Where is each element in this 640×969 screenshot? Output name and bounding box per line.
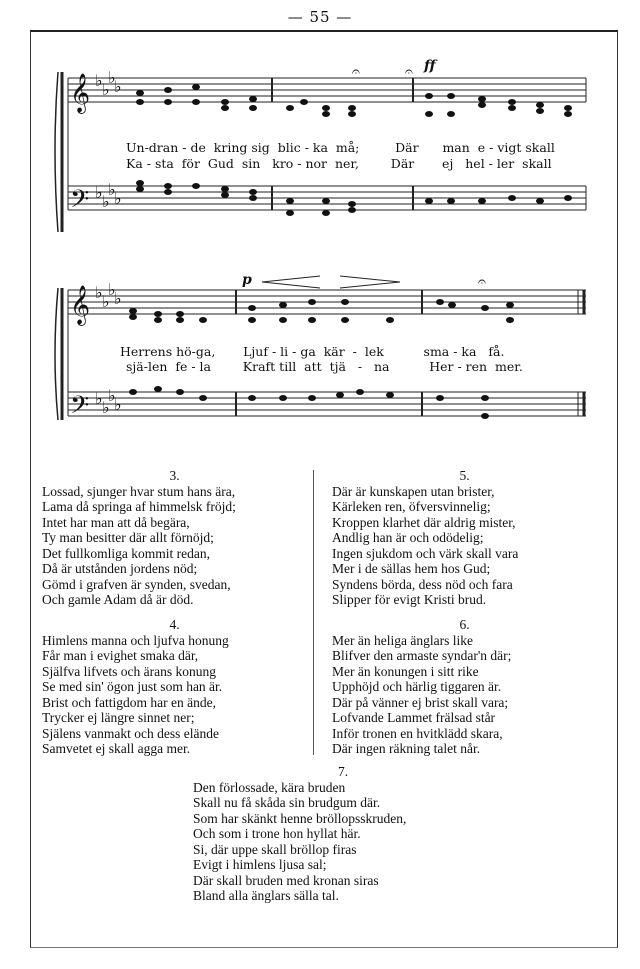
svg-text:♭: ♭: [108, 180, 116, 199]
verse-line: Skall nu få skåda sin brudgum där.: [193, 795, 381, 810]
verse-6: [332, 617, 597, 757]
verse-line: Lofvande Lammet frälsad står: [332, 710, 496, 725]
verse-line: Bland alla änglars sälla tal.: [193, 888, 339, 903]
svg-text:♭: ♭: [102, 192, 110, 211]
verse-line: Si, där uppe skall bröllop firas: [193, 841, 357, 857]
verse-line: Själfva lifvets och ärans konung: [42, 663, 216, 679]
verse-line: Brist och fattigdom har en ände,: [42, 694, 216, 710]
verse-number: 6.: [459, 617, 470, 632]
verse-line: Evigt i himlens ljusa sal;: [193, 857, 327, 872]
verse-line: Där på vänner ej brist skall vara;: [332, 694, 509, 710]
svg-text:♭: ♭: [114, 77, 122, 96]
verse-line: Ty man besitter där allt förnöjd;: [42, 530, 214, 545]
svg-text:𝄞: 𝄞: [70, 285, 91, 325]
verse-line: Ingen sjukdom och värk skall vara: [332, 545, 519, 561]
column-divider: [313, 470, 314, 755]
svg-text:𝄢: 𝄢: [70, 185, 90, 220]
verse-number: 5.: [459, 468, 470, 483]
svg-text:♭: ♭: [114, 395, 122, 414]
verse-line: Blifver den armaste syndar'n där;: [332, 648, 512, 663]
verse-5: [332, 468, 597, 608]
verse-line: Intet har man att då begära,: [42, 514, 190, 530]
page-number: — 55 —: [287, 8, 353, 26]
svg-text:p: p: [242, 272, 252, 288]
verse-number: 7.: [337, 764, 349, 779]
verse-7: [193, 764, 493, 904]
verse-line: Det fullkomliga kommit redan,: [42, 545, 210, 561]
svg-text:𝄐: 𝄐: [352, 64, 360, 80]
verse-line: Får man i evighet smaka där,: [42, 648, 199, 663]
svg-text:♭: ♭: [108, 386, 116, 405]
lyrics-system2-line1: Herrens hö-ga, Ljuf - li - ga kär - lek sma - ka få.: [120, 344, 505, 359]
verse-line: Syndens börda, dess nöd och fara: [332, 576, 513, 592]
verse-line: Som har skänkt henne bröllopsskruden,: [193, 810, 407, 826]
verse-line: Mer i de sällas hem hos Gud;: [332, 561, 491, 576]
svg-text:𝄐: 𝄐: [405, 64, 413, 80]
verse-line: Himlens manna och ljufva honung: [42, 632, 229, 648]
verse-line: Upphöjd och härlig tiggaren är.: [332, 679, 502, 694]
verse-line: Slipper för evigt Kristi brud.: [332, 592, 487, 607]
svg-text:𝄞: 𝄞: [70, 73, 91, 113]
svg-text:𝄐: 𝄐: [478, 274, 486, 290]
lyrics-system1-line1: Un-dran - de kring sig blic - ka må; Där man e - vigt skall: [126, 140, 555, 155]
verse-number: 3.: [169, 468, 180, 483]
verse-line: Lossad, sjunger hvar stum hans ära,: [42, 483, 236, 499]
svg-text:♭: ♭: [102, 398, 110, 417]
svg-text:♭: ♭: [114, 189, 122, 208]
verse-line: Där skall bruden med kronan siras: [193, 872, 379, 888]
verse-line: Se med sin' ögon just som han är.: [42, 679, 223, 694]
svg-text:♭: ♭: [114, 289, 122, 308]
music-score: [0, 0, 640, 460]
verse-line: Inför tronen en hvitklädd skara,: [332, 725, 503, 741]
verse-number: 4.: [169, 617, 180, 632]
svg-text:♭: ♭: [108, 68, 116, 87]
verse-line: Kroppen klarhet där aldrig mister,: [332, 514, 516, 530]
svg-text:𝄢: 𝄢: [70, 391, 90, 426]
verse-line: Lama då springa af himmelsk fröjd;: [42, 499, 236, 514]
lyrics-system1-line2: Ka - sta för Gud sin kro - nor ner, Där ej hel - ler skall: [126, 156, 552, 171]
verse-line: Kärleken ren, öfversvinnelig;: [332, 499, 491, 514]
svg-text:♭: ♭: [108, 280, 116, 299]
svg-text:♭: ♭: [95, 389, 103, 408]
verse-line: Trycker ej längre sinnet ner;: [42, 710, 195, 725]
svg-text:♭: ♭: [95, 71, 103, 90]
svg-text:♭: ♭: [95, 183, 103, 202]
verse-line: Mer än konungen i sitt rike: [332, 663, 479, 679]
lyrics-system2-line2: sjä-len fe - la Kraft till att tjä - na Her - ren mer.: [126, 359, 523, 374]
svg-text:ff: ff: [424, 58, 436, 74]
verse-line: Gömd i grafven är synden, svedan,: [42, 576, 231, 592]
treble-staff-1: [68, 78, 586, 102]
verse-line: Och som i trone hon hyllat här.: [193, 826, 361, 841]
verse-line: Då är utstånden jordens nöd;: [42, 561, 198, 576]
treble-staff-2: [68, 290, 586, 314]
svg-text:♭: ♭: [102, 292, 110, 311]
svg-text:♭: ♭: [95, 283, 103, 302]
bass-staff-2: [68, 392, 586, 416]
svg-text:♭: ♭: [102, 80, 110, 99]
verse-line: Mer än heliga änglars like: [332, 632, 473, 648]
verse-line: Den förlossade, kära bruden: [193, 779, 346, 795]
verse-line: Där ingen räkning talet når.: [332, 741, 481, 756]
verse-4: [42, 617, 307, 757]
verse-line: Där är kunskapen utan brister,: [332, 483, 495, 499]
verse-line: Själens vanmakt och dess elände: [42, 725, 219, 741]
verse-line: Samvetet ej skall agga mer.: [42, 741, 191, 756]
verse-line: Andlig han är och odödelig;: [332, 530, 484, 545]
verse-3: [42, 468, 307, 608]
verse-line: Och gamle Adam då är död.: [42, 592, 194, 607]
